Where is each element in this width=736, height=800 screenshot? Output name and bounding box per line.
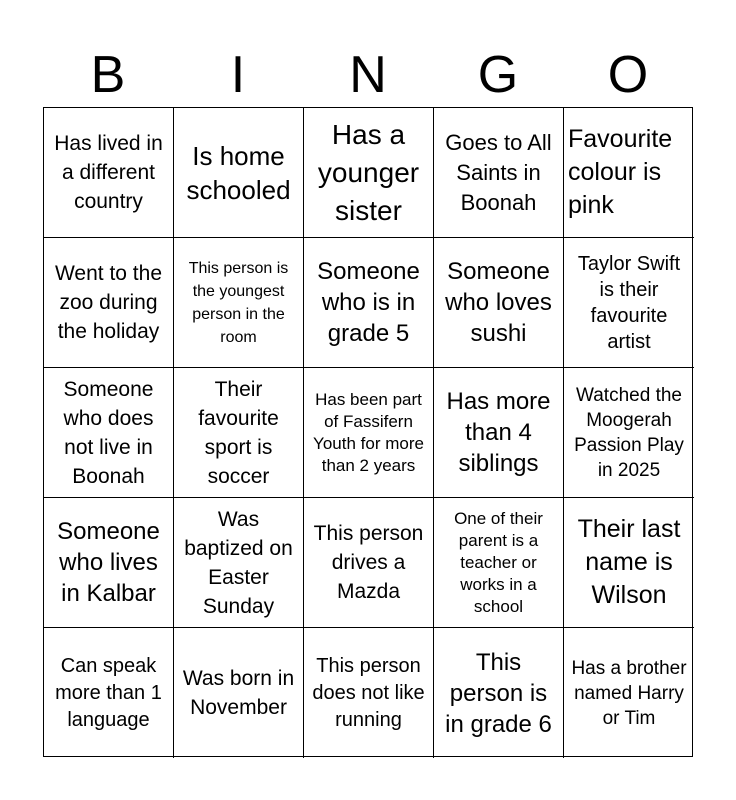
bingo-cell[interactable] [304, 368, 434, 498]
header-letter-b: B [90, 46, 126, 104]
cell-text: Watched the Moogerah Passion Play in 2025 [574, 384, 684, 481]
cell-text: Was born in November [182, 667, 295, 719]
bingo-header [43, 46, 693, 104]
bingo-cell[interactable] [304, 628, 434, 758]
bingo-cell[interactable] [174, 628, 304, 758]
header-letter-n: N [349, 46, 387, 104]
cell-text: Went to the zoo during the holiday [54, 262, 162, 343]
cell-text: Their last name is Wilson [577, 515, 681, 609]
bingo-cell[interactable] [174, 238, 304, 368]
bingo-cell[interactable] [434, 238, 564, 368]
cell-text: Has more than 4 siblings [446, 388, 551, 477]
bingo-cell[interactable] [564, 498, 694, 628]
cell-text: Was baptized on Easter Sunday [184, 507, 293, 618]
cell-text: Their favourite sport is soccer [198, 377, 279, 488]
bingo-cell[interactable] [434, 368, 564, 498]
bingo-cell[interactable] [564, 628, 694, 758]
cell-text: Has been part of Fassifern Youth for more than 2 years [313, 389, 424, 475]
cell-text: Is home schooled [186, 140, 291, 205]
cell-text: Someone who does not live in Boonah [63, 377, 154, 488]
bingo-cell[interactable] [174, 498, 304, 628]
bingo-cell[interactable] [304, 238, 434, 368]
cell-text: This person is in grade 6 [445, 648, 552, 738]
header-letter-g: G [477, 46, 519, 104]
cell-text: Has a brother named Harry or Tim [571, 657, 687, 729]
cell-text: Taylor Swift is their favourite artist [577, 252, 681, 353]
bingo-cell[interactable] [44, 498, 174, 628]
bingo-cell[interactable] [434, 108, 564, 238]
bingo-cell[interactable] [44, 238, 174, 368]
cell-text: Has lived in a different country [54, 132, 163, 213]
bingo-cell[interactable] [564, 108, 694, 238]
bingo-cell[interactable] [304, 108, 434, 238]
cell-text: Goes to All Saints in Boonah [445, 129, 552, 215]
bingo-cell[interactable] [174, 368, 304, 498]
cell-text: This person drives a Mazda [313, 522, 424, 603]
bingo-cell[interactable] [564, 368, 694, 498]
bingo-cell[interactable] [44, 108, 174, 238]
bingo-cell[interactable] [44, 368, 174, 498]
cell-text: Favourite colour is pink [568, 125, 673, 219]
header-letter-o: O [607, 46, 649, 104]
cell-text: Has a younger sister [317, 118, 420, 226]
cell-text: One of their parent is a teacher or works in a school [454, 508, 543, 616]
cell-text: Can speak more than 1 language [55, 654, 162, 731]
header-letter-i: I [230, 46, 246, 104]
cell-text: Someone who lives in Kalbar [57, 518, 160, 607]
bingo-grid [43, 107, 693, 757]
cell-text: This person does not like running [312, 654, 425, 731]
cell-text: Someone who is in grade 5 [317, 258, 420, 347]
cell-text: This person is the youngest person in the room [188, 259, 289, 346]
bingo-cell[interactable] [174, 108, 304, 238]
bingo-cell[interactable] [44, 628, 174, 758]
cell-text: Someone who loves sushi [445, 258, 552, 347]
bingo-cell[interactable] [564, 238, 694, 368]
bingo-cell[interactable] [304, 498, 434, 628]
bingo-cell[interactable] [434, 498, 564, 628]
bingo-cell[interactable] [434, 628, 564, 758]
